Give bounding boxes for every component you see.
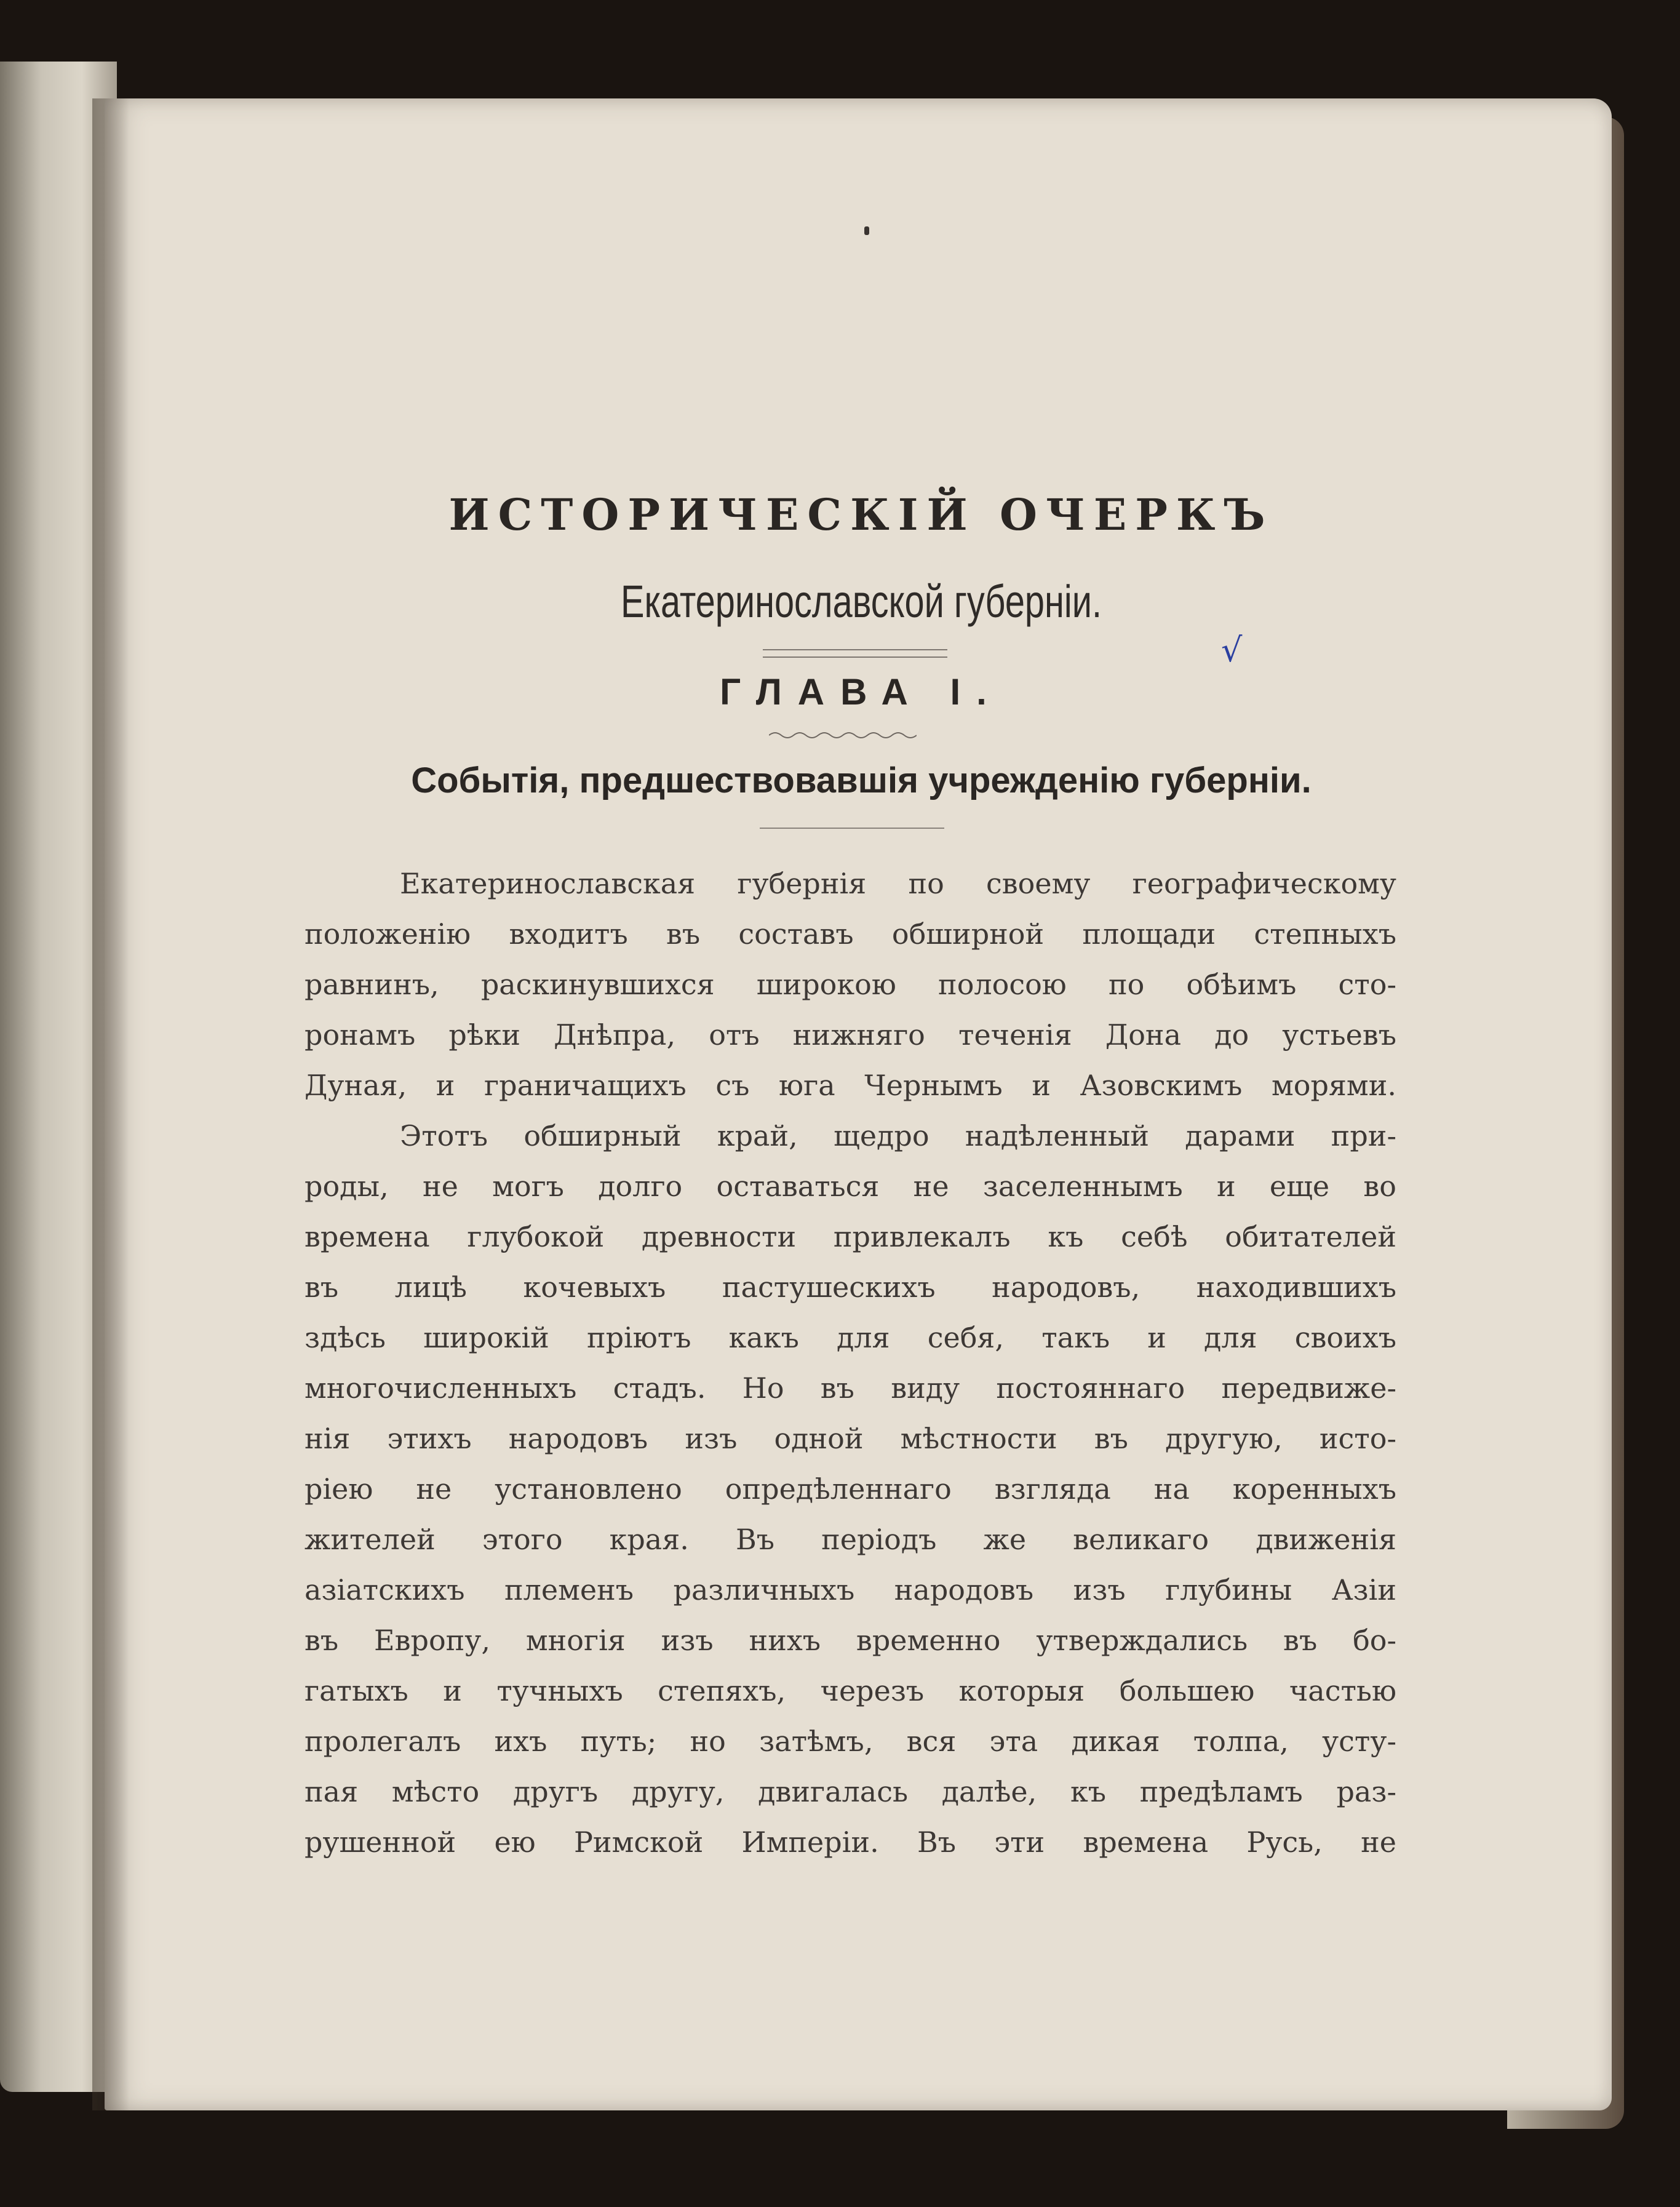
gutter-shadow bbox=[92, 98, 129, 2110]
text-line: Екатеринославская губернія по своему географическому bbox=[400, 867, 1396, 900]
body-text bbox=[305, 858, 1396, 1867]
text-line: азіатскихъ племенъ различныхъ народовъ изъ глубины Азіи bbox=[305, 1573, 1396, 1606]
text-line: положенію входитъ въ составъ обширной площади степныхъ bbox=[305, 917, 1396, 951]
ink-dot-mark bbox=[864, 226, 869, 235]
text-line: Этотъ обширный край, щедро надѣленный дарами при- bbox=[400, 1119, 1396, 1152]
text-line: пролегалъ ихъ путь; но затѣмъ, вся эта дикая толпа, усту- bbox=[305, 1725, 1396, 1758]
text-line: Дуная, и граничащихъ съ юга Чернымъ и Азовскимъ морями. bbox=[305, 1069, 1396, 1102]
text-line: пая мѣсто другъ другу, двигалась далѣе, къ предѣламъ раз- bbox=[305, 1775, 1396, 1808]
text-line: въ Европу, многія изъ нихъ временно утверждались въ бо- bbox=[305, 1624, 1396, 1657]
text-line: времена глубокой древности привлекалъ къ себѣ обитателей bbox=[305, 1220, 1396, 1253]
text-line: жителей этого края. Въ періодъ же великаго движенія bbox=[305, 1523, 1396, 1556]
text-line: ронамъ рѣки Днѣпра, отъ нижняго теченія Дона до устьевъ bbox=[305, 1018, 1396, 1052]
handwritten-checkmark: √ bbox=[1221, 631, 1243, 669]
page-subtitle: Екатеринославской губерніи. bbox=[620, 576, 1102, 627]
section-heading: Событія, предшествовавшія учрежденію губерніи. bbox=[411, 760, 1312, 800]
text-line: рушенной ею Римской Имперіи. Въ эти времена Русь, не bbox=[305, 1826, 1396, 1859]
page-title: ИСТОРИЧЕСКІЙ ОЧЕРКЪ bbox=[448, 489, 1274, 540]
text-line: здѣсь широкій пріютъ какъ для себя, такъ и для своихъ bbox=[305, 1321, 1396, 1354]
chapter-heading: ГЛАВА І. bbox=[720, 671, 1003, 712]
wavy-ornament-divider bbox=[769, 729, 917, 741]
short-rule-divider bbox=[760, 828, 944, 829]
text-line: роды, не могъ долго оставаться не заселеннымъ и еще во bbox=[305, 1170, 1396, 1203]
text-line: равнинъ, раскинувшихся широкою полосою по обѣимъ сто- bbox=[305, 968, 1396, 1001]
text-line: гатыхъ и тучныхъ степяхъ, черезъ которыя большею частью bbox=[305, 1674, 1396, 1707]
text-line: ріею не установлено опредѣленнаго взгляда на коренныхъ bbox=[305, 1472, 1396, 1506]
double-rule-divider bbox=[763, 649, 947, 658]
text-line: въ лицѣ кочевыхъ пастушескихъ народовъ, находившихъ bbox=[305, 1271, 1396, 1304]
text-line: многочисленныхъ стадъ. Но въ виду постояннаго передвиже- bbox=[305, 1371, 1396, 1405]
text-line: нія этихъ народовъ изъ одной мѣстности въ другую, исто- bbox=[305, 1422, 1396, 1455]
